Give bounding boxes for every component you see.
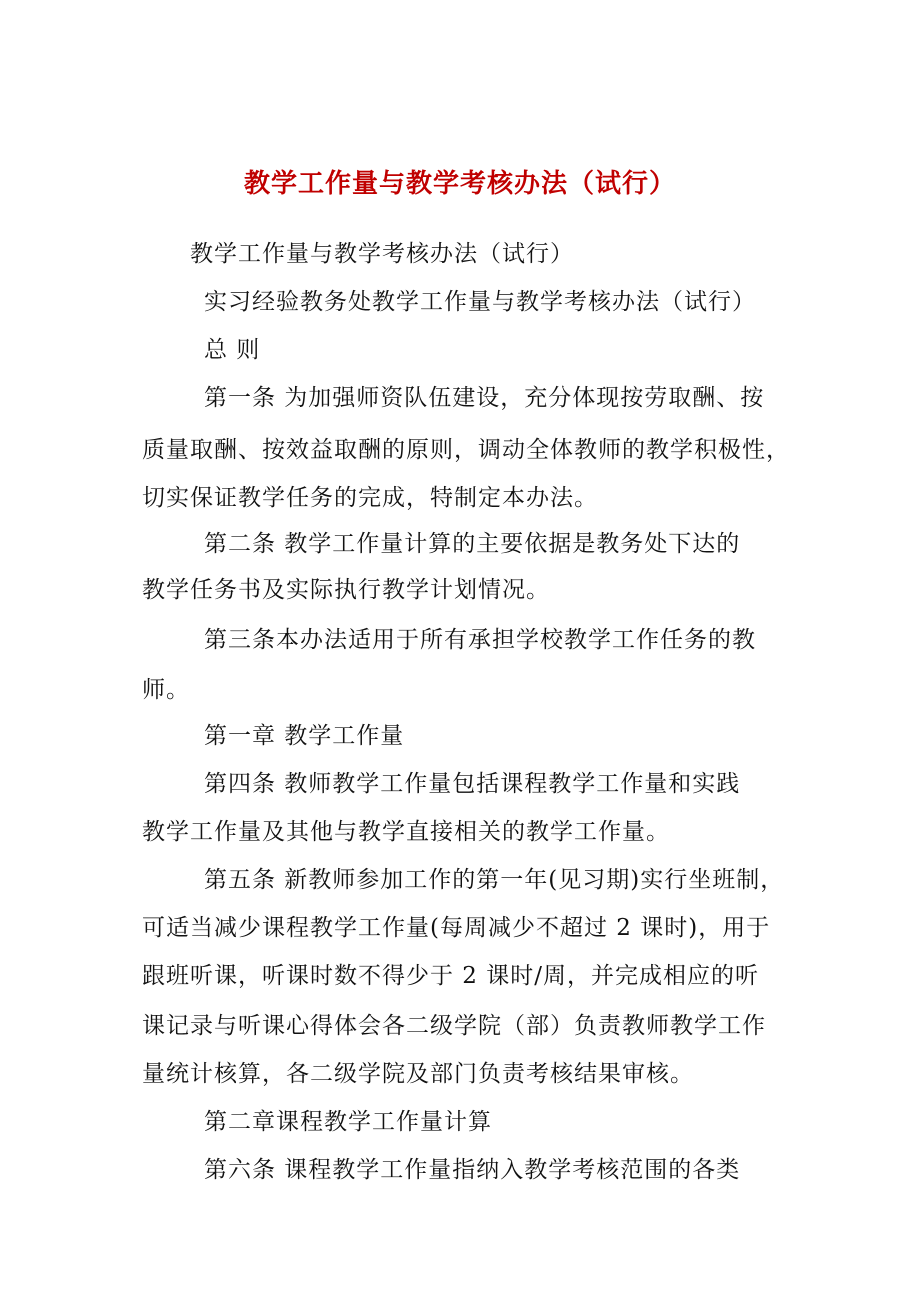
article-3-line-1: 第三条本办法适用于所有承担学校教学工作任务的教 bbox=[204, 627, 756, 653]
document-title: 教学工作量与教学考核办法（试行） bbox=[243, 169, 676, 199]
article-4-line-2: 教学工作量及其他与教学直接相关的教学工作量。 bbox=[142, 819, 670, 845]
article-2-line-2: 教学任务书及实际执行教学计划情况。 bbox=[142, 577, 550, 603]
chapter-2-heading: 第二章课程教学工作量计算 bbox=[204, 1109, 492, 1135]
article-1-line-2: 质量取酬、按效益取酬的原则，调动全体教师的教学积极性， bbox=[142, 437, 790, 463]
article-6-line-1: 第六条 课程教学工作量指纳入教学考核范围的各类 bbox=[204, 1157, 741, 1183]
article-4-line-1: 第四条 教师教学工作量包括课程教学工作量和实践 bbox=[204, 771, 741, 797]
section-general: 总 则 bbox=[204, 337, 261, 363]
article-5-line-4: 课记录与听课心得体会各二级学院（部）负责教师教学工作 bbox=[142, 1013, 766, 1039]
article-5-line-1: 第五条 新教师参加工作的第一年(见习期)实行坐班制， bbox=[204, 867, 785, 893]
article-5-line-5: 量统计核算，各二级学院及部门负责考核结果审核。 bbox=[142, 1061, 694, 1087]
document-heading: 实习经验教务处教学工作量与教学考核办法（试行） bbox=[204, 289, 756, 315]
article-1-line-3: 切实保证教学任务的完成，特制定本办法。 bbox=[142, 485, 598, 511]
article-3-line-2: 师。 bbox=[142, 677, 190, 703]
article-1-line-1: 第一条 为加强师资队伍建设，充分体现按劳取酬、按 bbox=[204, 385, 765, 411]
article-2-line-1: 第二条 教学工作量计算的主要依据是教务处下达的 bbox=[204, 531, 741, 557]
article-5-line-2: 可适当减少课程教学工作量(每周减少不超过 2 课时)，用于 bbox=[142, 915, 771, 941]
chapter-1-heading: 第一章 教学工作量 bbox=[204, 723, 405, 749]
document-subtitle: 教学工作量与教学考核办法（试行） bbox=[190, 241, 574, 267]
article-5-line-3: 跟班听课，听课时数不得少于 2 课时/周，并完成相应的听 bbox=[142, 963, 760, 989]
